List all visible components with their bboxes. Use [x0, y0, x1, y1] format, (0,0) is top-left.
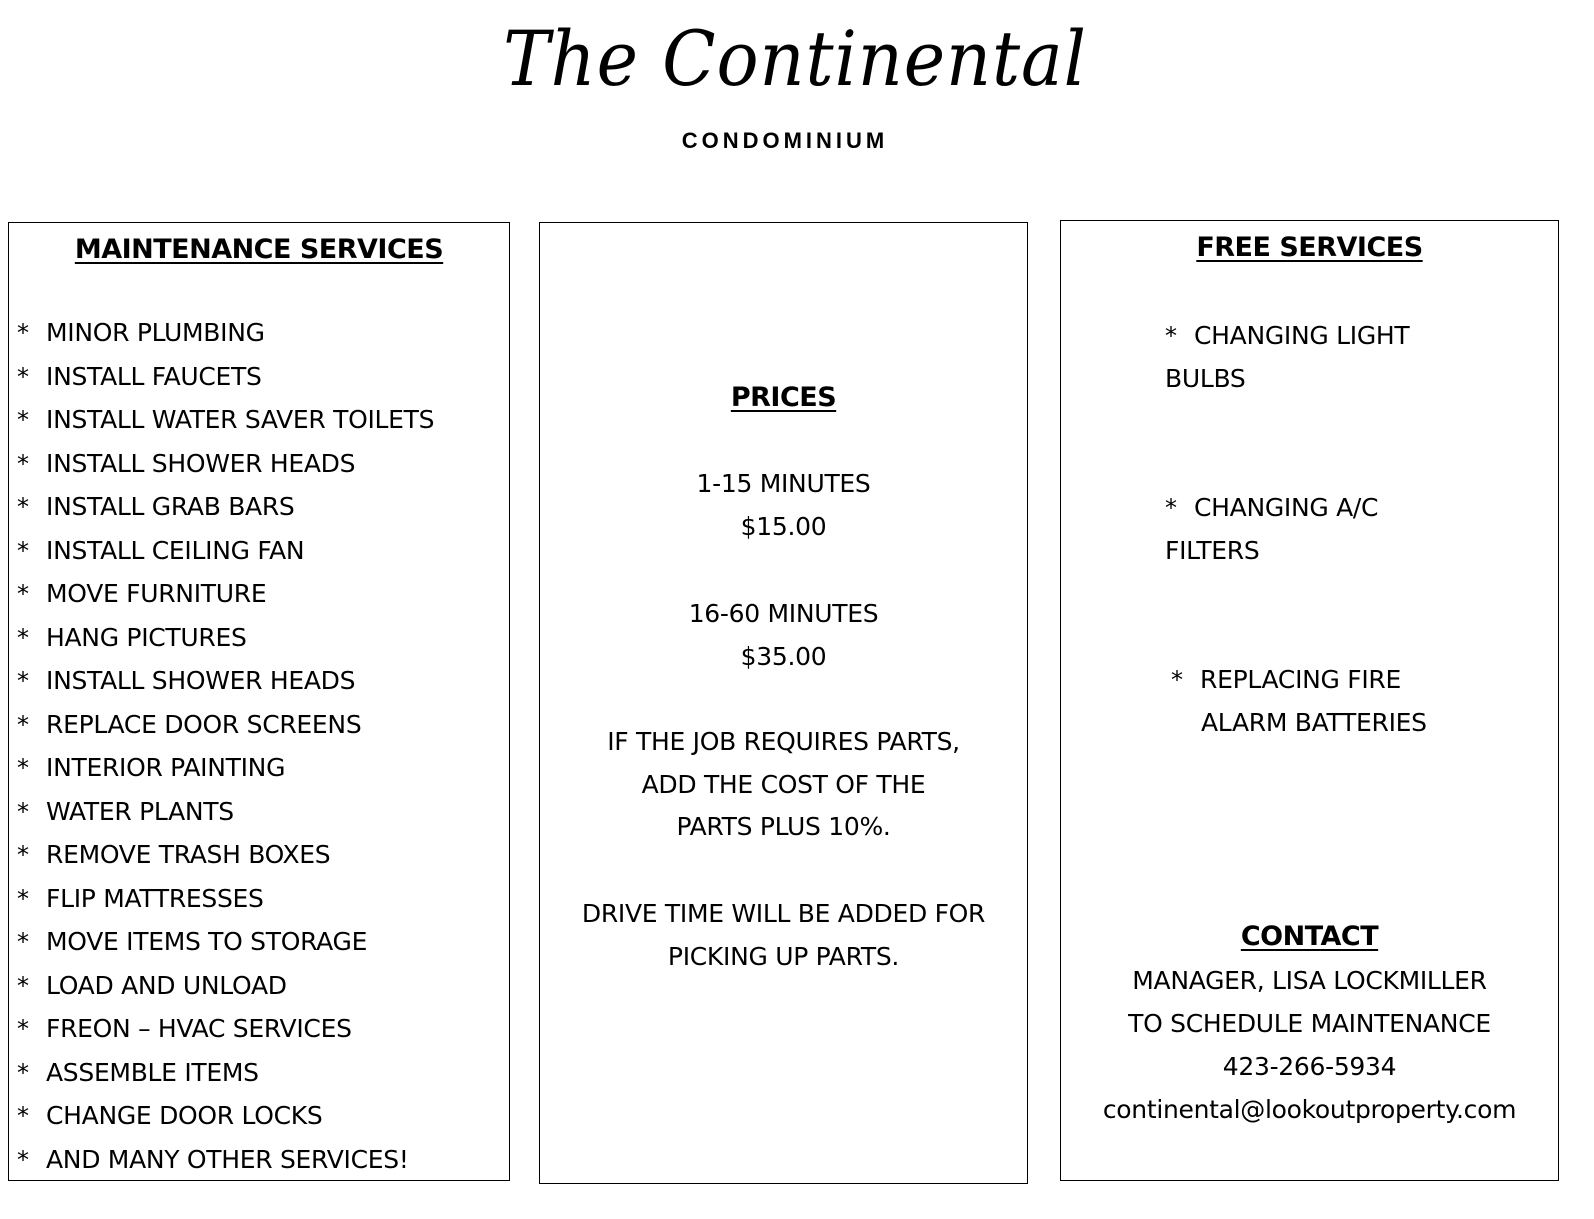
- service-label: MOVE FURNITURE: [46, 579, 267, 608]
- page-subtitle: CONDOMINIUM: [681, 128, 889, 153]
- service-label: INSTALL FAUCETS: [46, 361, 262, 391]
- free-service-item: [1171, 659, 1427, 745]
- asterisk-bullet-icon: *: [17, 971, 29, 1000]
- asterisk-bullet-icon: *: [17, 667, 29, 695]
- free-service-label: CHANGING A/C: [1194, 493, 1379, 522]
- page-title: The Continental: [503, 14, 1087, 103]
- service-label: FREON – HVAC SERVICES: [46, 1014, 352, 1043]
- asterisk-bullet-icon: *: [17, 1145, 29, 1174]
- service-label: CHANGE DOOR LOCKS: [46, 1101, 323, 1130]
- asterisk-bullet-icon: *: [17, 580, 29, 608]
- contact-email: continental@lookoutproperty.com: [1102, 1095, 1517, 1124]
- asterisk-bullet-icon: *: [17, 797, 29, 826]
- service-label: MINOR PLUMBING: [46, 318, 265, 347]
- asterisk-bullet-icon: *: [1165, 494, 1177, 522]
- asterisk-bullet-icon: *: [17, 319, 29, 347]
- asterisk-bullet-icon: *: [17, 754, 29, 782]
- asterisk-bullet-icon: *: [17, 1058, 29, 1087]
- service-label: INSTALL CEILING FAN: [46, 535, 305, 565]
- free-service-item: [1165, 487, 1378, 573]
- list-item: [9, 620, 434, 664]
- list-item: [9, 1098, 434, 1142]
- asterisk-bullet-icon: *: [17, 493, 29, 521]
- parts-note-line: ADD THE COST OF THE: [641, 769, 926, 799]
- service-label: REMOVE TRASH BOXES: [46, 840, 331, 869]
- list-item: [9, 446, 434, 490]
- free-services-heading: FREE SERVICES: [1196, 232, 1423, 263]
- service-label: INTERIOR PAINTING: [46, 753, 286, 782]
- asterisk-bullet-icon: *: [17, 1015, 29, 1043]
- drive-note-line: PICKING UP PARTS.: [667, 941, 900, 971]
- list-item: [9, 1055, 434, 1099]
- service-label: INSTALL SHOWER HEADS: [46, 666, 356, 695]
- free-service-label: CHANGING LIGHT: [1194, 321, 1410, 350]
- asterisk-bullet-icon: *: [17, 449, 29, 478]
- free-service-label: REPLACING FIRE: [1200, 665, 1401, 694]
- list-item: [9, 359, 434, 403]
- asterisk-bullet-icon: *: [17, 841, 29, 869]
- service-label: INSTALL GRAB BARS: [46, 492, 295, 521]
- maintenance-services-panel: [8, 222, 510, 1181]
- price-tier: [540, 593, 1027, 678]
- service-label: FLIP MATTRESSES: [46, 883, 264, 913]
- list-item: [9, 402, 434, 446]
- service-label: LOAD AND UNLOAD: [46, 970, 287, 1000]
- service-label: ASSEMBLE ITEMS: [46, 1057, 259, 1087]
- drive-time-note: [540, 893, 1027, 978]
- list-item: [9, 794, 434, 838]
- asterisk-bullet-icon: *: [17, 710, 29, 739]
- list-item: [9, 533, 434, 577]
- list-item: [9, 315, 434, 359]
- contact-manager: MANAGER, LISA LOCKMILLER: [1132, 966, 1487, 995]
- list-item: [9, 1142, 434, 1186]
- service-label: AND MANY OTHER SERVICES!: [46, 1144, 409, 1174]
- price-tier-amount: $35.00: [740, 641, 827, 671]
- list-item: [9, 489, 434, 533]
- asterisk-bullet-icon: *: [17, 623, 29, 652]
- prices-panel: [539, 222, 1028, 1184]
- list-item: [9, 750, 434, 794]
- free-service-label-continued: BULBS: [1165, 364, 1246, 393]
- free-services-panel: [1060, 220, 1559, 1181]
- asterisk-bullet-icon: *: [17, 406, 29, 434]
- parts-note: [540, 721, 1027, 849]
- drive-note-line: DRIVE TIME WILL BE ADDED FOR: [581, 899, 986, 928]
- service-label: INSTALL SHOWER HEADS: [46, 448, 356, 478]
- asterisk-bullet-icon: *: [1171, 666, 1183, 694]
- list-item: [9, 1011, 434, 1055]
- asterisk-bullet-icon: *: [17, 884, 29, 913]
- maintenance-services-list: [9, 315, 434, 1185]
- asterisk-bullet-icon: *: [17, 536, 29, 565]
- price-tier: [540, 463, 1027, 548]
- list-item: [9, 663, 434, 707]
- list-item: [9, 707, 434, 751]
- service-label: MOVE ITEMS TO STORAGE: [46, 927, 368, 956]
- free-service-label-continued: FILTERS: [1165, 536, 1260, 565]
- asterisk-bullet-icon: *: [17, 1102, 29, 1130]
- service-label: WATER PLANTS: [46, 796, 234, 826]
- service-label: INSTALL WATER SAVER TOILETS: [46, 405, 435, 434]
- list-item: [9, 576, 434, 620]
- list-item: [9, 924, 434, 968]
- contact-heading: CONTACT: [1240, 921, 1379, 952]
- asterisk-bullet-icon: *: [17, 362, 29, 391]
- free-service-label-continued: ALARM BATTERIES: [1201, 708, 1427, 737]
- list-item: [9, 881, 434, 925]
- service-label: HANG PICTURES: [46, 622, 247, 652]
- contact-phone: 423-266-5934: [1222, 1052, 1397, 1081]
- prices-heading: PRICES: [730, 382, 837, 413]
- price-tier-amount: $15.00: [740, 511, 827, 541]
- free-service-item: [1165, 315, 1409, 401]
- price-tier-duration: 1-15 MINUTES: [696, 469, 871, 498]
- asterisk-bullet-icon: *: [1165, 322, 1177, 350]
- maintenance-services-heading: MAINTENANCE SERVICES: [74, 234, 444, 265]
- parts-note-line: PARTS PLUS 10%.: [676, 812, 891, 841]
- asterisk-bullet-icon: *: [17, 928, 29, 956]
- parts-note-line: IF THE JOB REQUIRES PARTS,: [607, 727, 960, 756]
- list-item: [9, 968, 434, 1012]
- contact-purpose: TO SCHEDULE MAINTENANCE: [1128, 1009, 1491, 1038]
- list-item: [9, 837, 434, 881]
- contact-section: [1061, 917, 1558, 1132]
- service-label: REPLACE DOOR SCREENS: [46, 709, 362, 739]
- price-tier-duration: 16-60 MINUTES: [688, 599, 879, 628]
